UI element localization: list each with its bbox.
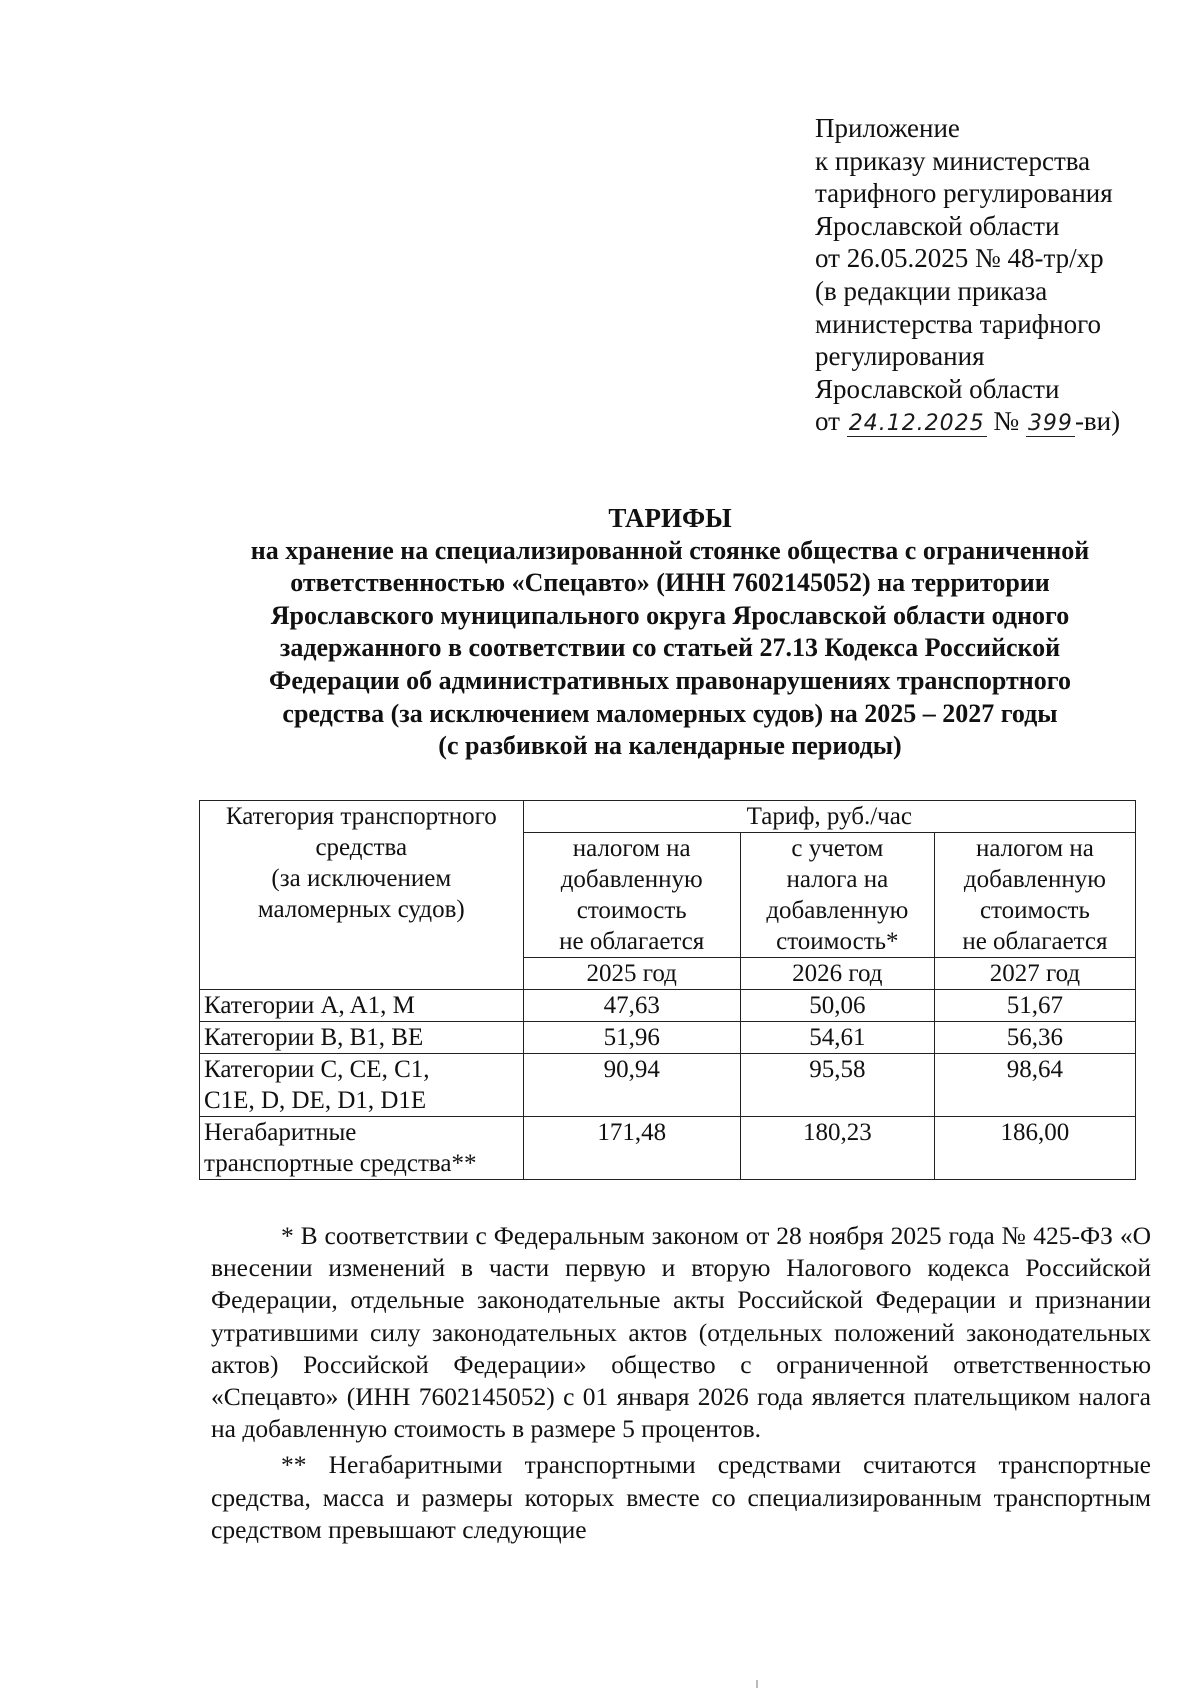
- category-line: C1E, D, DE, D1, D1E: [204, 1087, 427, 1114]
- appendix-line: тарифного регулирования: [815, 178, 1113, 209]
- appendix-line: Ярославской области: [815, 373, 1060, 404]
- column-note-line: налогом на: [975, 835, 1094, 862]
- scan-mark: [756, 1680, 758, 1688]
- appendix-line: к приказу министерства: [815, 145, 1091, 176]
- title-line: на хранение на специализированной стоянке общества с ограниченной: [250, 535, 1090, 565]
- category-cell: [200, 1117, 524, 1180]
- appendix-line: Ярославской области: [815, 210, 1060, 241]
- title-line: ответственностью «Спецавто» (ИНН 7602145052) на территории: [290, 568, 1050, 598]
- year-cell: 2025 год: [523, 958, 740, 990]
- footnote-vat: * В соответствии с Федеральным законом от 28 ноября 2025 года № 425-ФЗ «О внесении изменений в части первую и вторую Налогового кодекса Российской Федерации, отдельные законодательные акты Российской Федерации и признании утратившими силу законодательных актов (отдельных положений законодательных актов) Российской Федерации» общество с ограниченной ответственностью «Спецавто» (ИНН 7602145052) с 01 января 2026 года является плательщиком налога на добавленную стоимость в размере 5 процентов.: [211, 1221, 1151, 1444]
- title-line: средства (за исключением маломерных судов) на 2025 – 2027 годы: [282, 698, 1058, 728]
- table-row: [200, 1117, 1136, 1180]
- footnote-oversized: ** Негабаритными транспортными средствами считаются транспортные средства, масса и размеры которых вместе со специализированным транспортным средством превышают следующие: [211, 1450, 1151, 1544]
- category-header-line: средства: [315, 834, 408, 861]
- value-cell: 50,06: [740, 990, 934, 1022]
- appendix-amendment-line: [815, 405, 1175, 441]
- title-main: ТАРИФЫ: [608, 503, 732, 533]
- appendix-line: (в редакции приказа: [815, 275, 1048, 306]
- appendix-line: Приложение: [815, 113, 960, 143]
- handwritten-date: 24.12.2025: [848, 411, 985, 437]
- category-cell: [200, 1022, 524, 1054]
- category-line: Категории A, A1, M: [204, 992, 415, 1019]
- appendix-prefix: от: [815, 406, 840, 437]
- appendix-line: от 26.05.2025 № 48-тр/хр: [815, 243, 1104, 274]
- column-note-line: налогом на: [572, 835, 691, 862]
- value-cell: 95,58: [740, 1054, 934, 1117]
- value-cell: 56,36: [934, 1022, 1135, 1054]
- value-cell: 98,64: [934, 1054, 1135, 1117]
- category-line: Негабаритные: [204, 1119, 357, 1146]
- value-cell: 90,94: [523, 1054, 740, 1117]
- tariff-table: [199, 800, 1136, 1180]
- column-note-cell: [523, 833, 740, 958]
- column-note-line: не облагается: [559, 928, 705, 955]
- value-cell: 51,96: [523, 1022, 740, 1054]
- handwritten-number: 399: [1027, 411, 1073, 437]
- value-cell: 171,48: [523, 1117, 740, 1180]
- table-row: [200, 1054, 1136, 1117]
- value-cell: 54,61: [740, 1022, 934, 1054]
- category-line: Категории C, CE, C1,: [204, 1056, 430, 1083]
- appendix-suffix: -ви): [1074, 406, 1121, 437]
- column-note-line: добавленную: [963, 866, 1106, 893]
- column-note-line: с учетом: [791, 835, 884, 862]
- title-line: Федерации об административных правонарушениях транспортного: [269, 665, 1071, 695]
- column-note-line: стоимость: [576, 897, 687, 924]
- category-line: транспортные средства**: [204, 1150, 477, 1177]
- category-header-line: маломерных судов): [257, 896, 465, 923]
- table-row: [200, 990, 1136, 1022]
- value-cell: 51,67: [934, 990, 1135, 1022]
- title-line: (с разбивкой на календарные периоды): [438, 731, 902, 761]
- number-sign: №: [993, 406, 1020, 437]
- column-note-line: стоимость: [979, 897, 1090, 924]
- category-header-cell: [200, 801, 524, 990]
- value-cell: 186,00: [934, 1117, 1135, 1180]
- column-note-line: добавленную: [560, 866, 703, 893]
- tariff-header-cell: Тариф, руб./час: [523, 801, 1135, 833]
- appendix-block: [815, 112, 1175, 441]
- title-line: задержанного в соответствии со статьей 27.13 Кодекса Российской: [279, 633, 1061, 663]
- appendix-line: регулирования: [815, 341, 985, 372]
- value-cell: 47,63: [523, 990, 740, 1022]
- category-header-line: Категория транспортного: [225, 803, 497, 830]
- category-cell: [200, 1054, 524, 1117]
- column-note-cell: [934, 833, 1135, 958]
- category-line: Категории B, B1, BE: [204, 1024, 424, 1051]
- title-line: Ярославского муниципального округа Ярославской области одного: [270, 600, 1070, 630]
- year-cell: 2026 год: [740, 958, 934, 990]
- year-cell: 2027 год: [934, 958, 1135, 990]
- appendix-line: министерства тарифного: [815, 308, 1102, 339]
- table-header-row: [200, 801, 1136, 833]
- column-note-line: налога на: [786, 866, 889, 893]
- column-note-line: стоимость*: [776, 928, 899, 955]
- category-cell: [200, 990, 524, 1022]
- value-cell: 180,23: [740, 1117, 934, 1180]
- footnotes: [211, 1220, 1151, 1546]
- document-title: [195, 502, 1145, 763]
- column-note-line: добавленную: [766, 897, 909, 924]
- table-row: [200, 1022, 1136, 1054]
- category-header-line: (за исключением: [271, 865, 452, 892]
- column-note-cell: [740, 833, 934, 958]
- column-note-line: не облагается: [962, 928, 1108, 955]
